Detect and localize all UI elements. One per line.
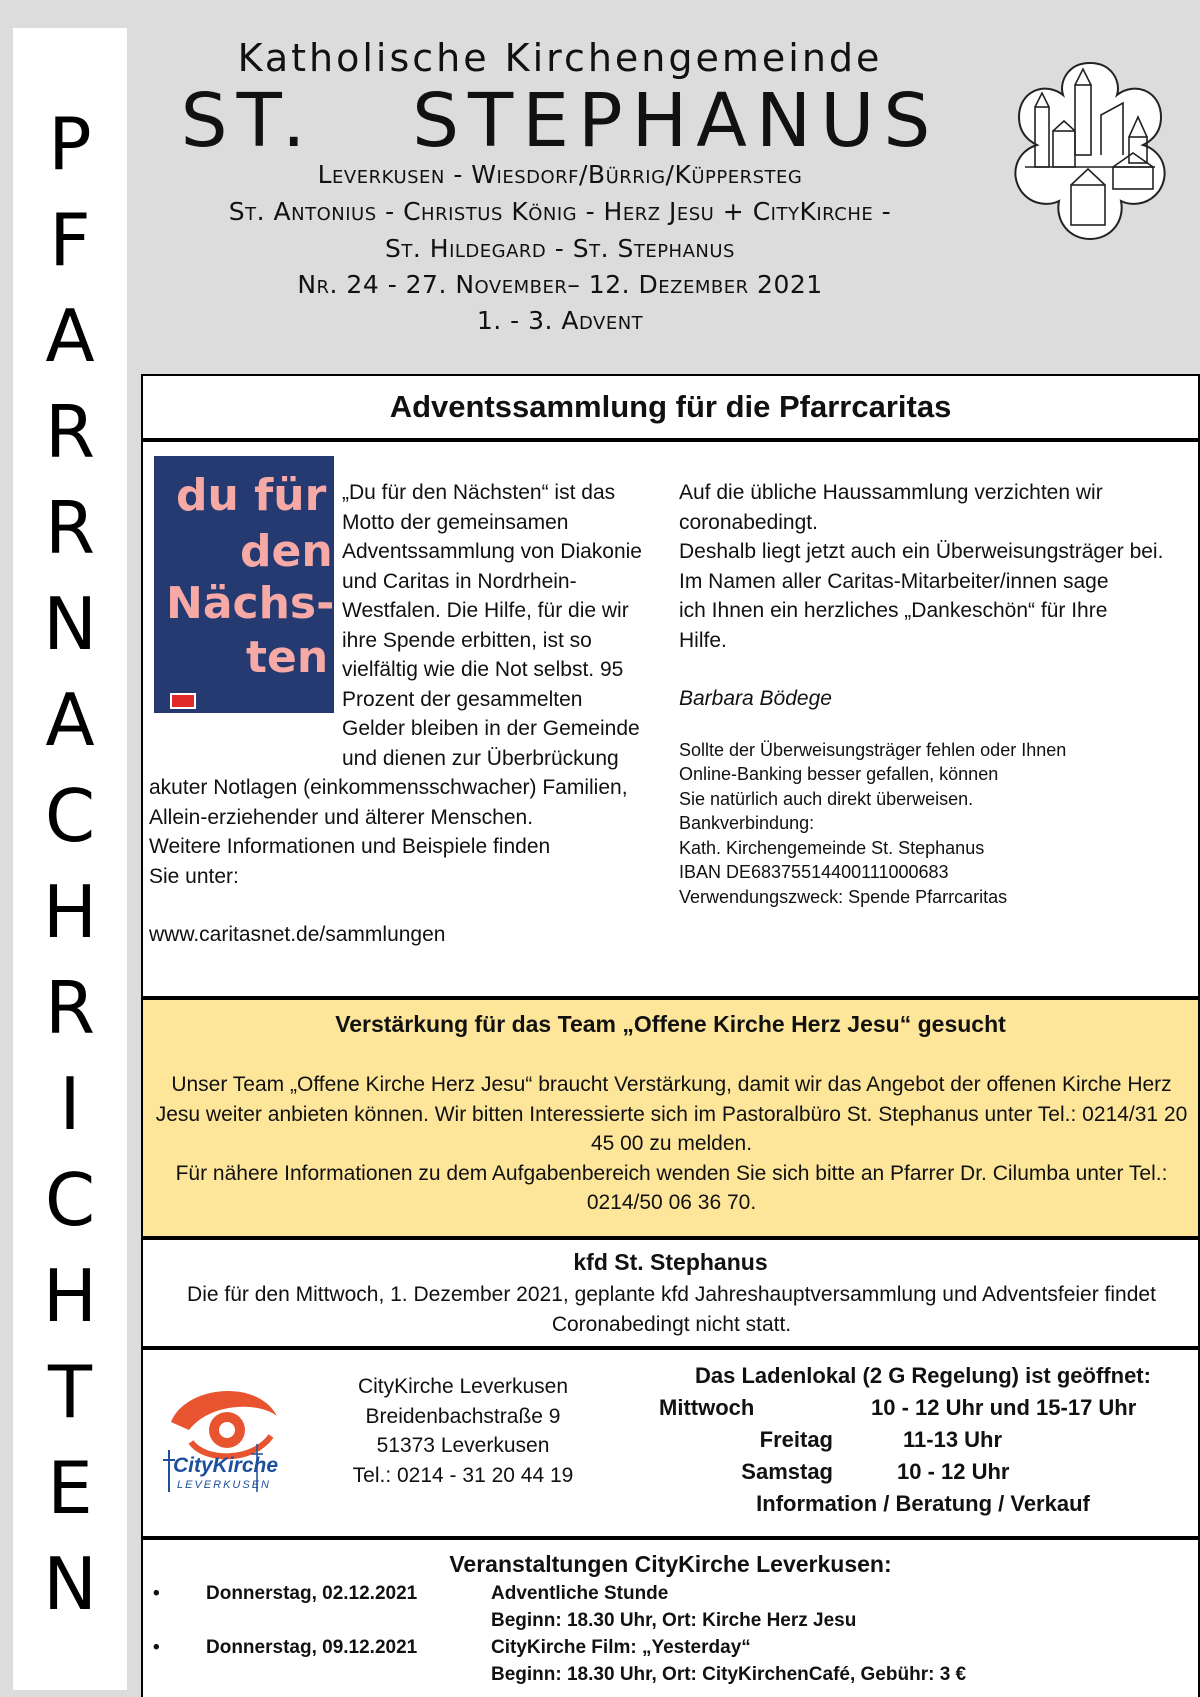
parish-logo-icon [1005,55,1175,245]
side-banner-text [13,96,127,1632]
side-letter: N [43,1542,97,1626]
caritas-right-column [679,478,1179,909]
bullet-icon: • [153,1583,160,1604]
bank-line: Kath. Kirchengemeinde St. Stephanus [679,837,985,858]
events-title: Veranstaltungen CityKirche Leverkusen: [449,1551,892,1577]
citykirche-logo-icon [161,1380,286,1495]
event-details: Beginn: 18.30 Uhr, Ort: CityKirchenCafé, Gebühr: 3 € [491,1664,967,1685]
address-line: CityKirche Leverkusen [357,1375,569,1398]
team-title: Verstärkung für das Team „Offene Kirche Herz Jesu“ gesucht [335,1011,1006,1037]
citykirche-address [343,1372,583,1490]
logo-text: CityKirche [173,1454,279,1477]
bank-line: Online-Banking besser gefallen, können [679,764,999,784]
bank-line: Sollte der Überweisungsträger fehlen oder Ihnen [679,739,1067,760]
caritas-link[interactable]: www.caritasnet.de/sammlungen [149,923,446,946]
kfd-body: Die für den Mittwoch, 1. Dezember 2021, geplante kfd Jahreshauptversammlung und Adventsfeier findet Coronabedingt nicht statt. [187,1283,1156,1336]
team-body [153,1070,1190,1218]
locations-line: Leverkusen - Wiesdorf/Bürrig/Küppersteg [317,160,803,189]
side-letter: R [44,966,96,1050]
side-letter: T [48,1350,92,1434]
parish-name: ST. STEPHANUS [180,78,940,164]
kfd-section [141,1238,1200,1348]
side-letter: F [49,198,91,282]
events-section [141,1538,1200,1697]
side-banner [13,28,127,1690]
issue-line: Nr. 24 - 27. November– 12. Dezember 2021 [297,270,823,299]
side-letter: C [44,1158,96,1242]
poster-text: ten [246,632,329,683]
event-name: Adventliche Stunde [491,1583,669,1604]
event-name: CityKirche Film: „Yesterday“ [491,1637,751,1658]
bank-details [679,738,1179,910]
bank-line: IBAN DE68375514400111000683 [679,862,949,882]
caritas-paragraph: Deshalb liegt jetzt auch ein Überweisungsträger bei. [679,540,1164,563]
side-letter: E [47,1446,93,1530]
opening-hours [653,1360,1193,1520]
caritas-section [141,440,1200,998]
hours-day: Samstag [741,1459,833,1484]
side-letter: P [48,102,92,186]
bank-line: Verwendungszweck: Spende Pfarrcaritas [679,886,1008,907]
side-letter: R [44,486,96,570]
side-letter: N [43,582,97,666]
parish-title: Katholische Kirchengemeinde [237,36,883,80]
event-date: Donnerstag, 02.12.2021 [206,1583,418,1604]
hours-row [653,1456,1193,1488]
caritas-paragraph: Auf die übliche Haussammlung verzichten wir coronabedingt. [679,481,1103,534]
event-date: Donnerstag, 09.12.2021 [206,1637,418,1658]
advent-line: 1. - 3. Advent [476,306,644,335]
side-letter: A [45,294,95,378]
hours-time: 10 - 12 Uhr [897,1459,1010,1484]
address-line: Breidenbachstraße 9 [365,1404,561,1428]
hours-time: 10 - 12 Uhr und 15-17 Uhr [871,1395,1137,1420]
bullet-icon: • [153,1637,160,1658]
side-letter: C [44,774,96,858]
side-letter: A [45,678,95,762]
team-section [141,998,1200,1238]
churches-line: St. Antonius - Christus König - Herz Jesu + CityKirche - [228,197,892,226]
hours-time: 11-13 Uhr [903,1427,1003,1452]
side-letter: H [42,870,98,954]
hours-day: Mittwoch [659,1395,755,1420]
hours-row [653,1392,1193,1424]
side-letter: H [42,1254,98,1338]
team-paragraph: Für nähere Informationen zu dem Aufgabenbereich wenden Sie sich bitte an Pfarrer Dr. Cilumba unter Tel.: 0214/50 06 36 70. [175,1161,1168,1214]
address-line: Tel.: 0214 - 31 20 44 19 [352,1463,574,1487]
caritas-more-info: Weitere Informationen und Beispiele finden Sie unter: [149,835,551,888]
hours-row [653,1424,1193,1456]
side-letter: R [44,390,96,474]
caritas-paragraph: Im Namen aller Caritas-Mitarbeiter/innen sage ich Ihnen ein herzliches „Dankeschön“ für Ihre Hilfe. [679,569,1109,652]
bank-line: Bankverbindung: [679,813,815,833]
caritas-left-column [149,478,649,950]
signature: Barbara Bödege [679,687,832,710]
citykirche-section [141,1348,1200,1538]
address-line: 51373 Leverkusen [376,1434,550,1457]
poster-text: Nächs- [166,578,334,629]
logo-subtext: LEVERKUSEN [177,1479,271,1491]
side-letter: I [59,1062,81,1146]
poster-text: du für [176,470,327,521]
churches-line-2: St. Hildegard - St. Stephanus [385,234,735,263]
services-line: Information / Beratung / Verkauf [756,1491,1090,1516]
caritas-intro-text: „Du für den Nächsten“ ist das Motto der gemeinsamen Adventssammlung von Diakonie und Caritas in Nordrhein-Westfalen. Die Hilfe, für die wir ihre Spende erbitten, ist so vielfältig wie die Not selbst. 95 Prozent der gesammelten Gelder bleiben in der Gemeinde und dienen zur Überbrückung akuter Notlagen (einkommensschwacher) Familien, Allein-erziehender und älterer Menschen. [149,481,642,829]
caritas-section-title: Adventssammlung für die Pfarrcaritas [141,374,1200,440]
hours-day: Freitag [759,1427,833,1452]
bank-line: Sie natürlich auch direkt überweisen. [679,788,974,809]
kfd-title: kfd St. Stephanus [573,1249,768,1275]
event-details: Beginn: 18.30 Uhr, Ort: Kirche Herz Jesu [491,1610,857,1631]
team-paragraph: Unser Team „Offene Kirche Herz Jesu“ braucht Verstärkung, damit wir das Angebot der offenen Kirche Herz Jesu weiter anbieten können. Wir bitten Interessierte sich im Pastoralbüro St. Stephanus unter Tel.: 0214/31 20 45 00 zu melden. [155,1073,1188,1155]
hours-title: Das Ladenlokal (2 G Regelung) ist geöffnet: [695,1363,1151,1388]
poster-text: den [240,526,333,577]
